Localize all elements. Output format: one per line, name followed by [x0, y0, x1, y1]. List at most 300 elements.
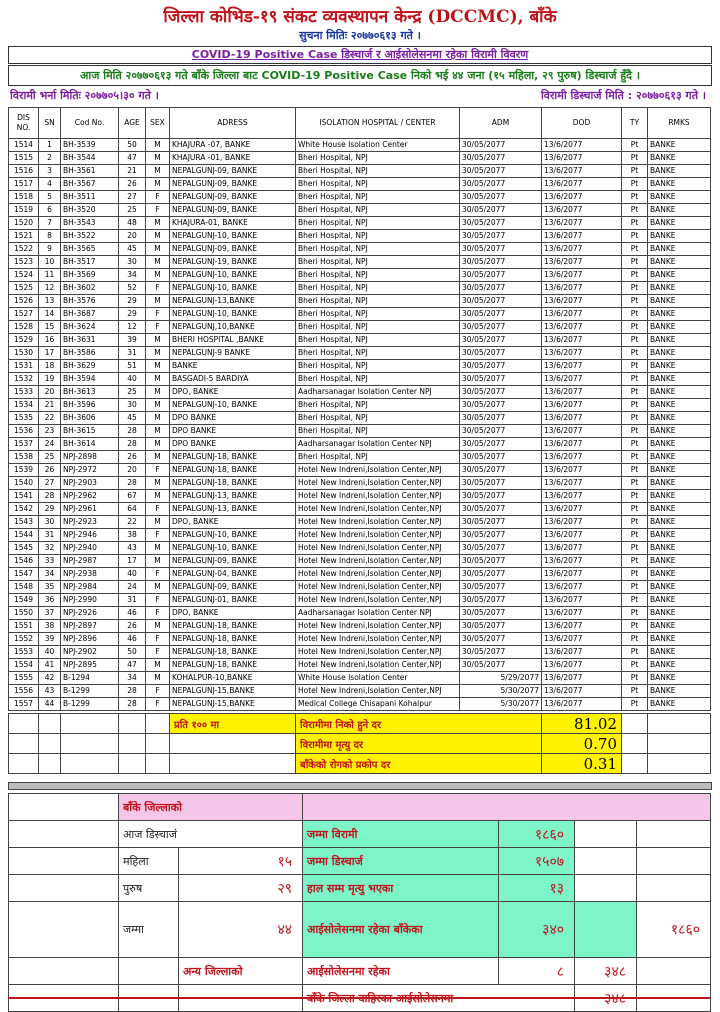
table-cell: 13/6/2077: [542, 282, 622, 295]
table-cell: 13/6/2077: [542, 607, 622, 620]
table-row: [9, 425, 711, 438]
table-cell: Pt: [622, 373, 648, 386]
table-cell: 9: [39, 243, 61, 256]
table-cell: 47: [119, 152, 146, 165]
table-cell: BANKE: [648, 334, 711, 347]
table-cell: BANKE: [648, 542, 711, 555]
recovery-rate-label: विरामीमा निको हुने दर: [296, 714, 542, 734]
discharge-summary-banner: आज मिति २०७७०६१३ गते बाँके जिल्ला बाट COVID-19 Positive Case निको भई ४४ जना (१५ महिला, २९ पुरुष) डिस्चार्ज हुँदै ।: [8, 65, 712, 86]
table-cell: 30/05/2077: [460, 191, 542, 204]
other-isolation-label: आईसोलेसनमा रहेका: [303, 958, 499, 985]
table-cell: M: [146, 490, 170, 503]
table-cell: 30/05/2077: [460, 243, 542, 256]
table-cell: BH-3687: [61, 308, 119, 321]
table-cell: 30/05/2077: [460, 490, 542, 503]
table-cell: M: [146, 620, 170, 633]
table-cell: NEPALGUNJ,10,BANKE: [170, 321, 296, 334]
table-cell: M: [146, 256, 170, 269]
table-cell: 1516: [9, 165, 39, 178]
table-cell: 21: [39, 399, 61, 412]
table-cell: NEPALGUNJ-10, BANKE: [170, 230, 296, 243]
table-cell: NEPALGUNJ-09, BANKE: [170, 581, 296, 594]
table-cell: 13/6/2077: [542, 334, 622, 347]
table-cell: 13/6/2077: [542, 659, 622, 672]
table-cell: 34: [39, 568, 61, 581]
table-cell: F: [146, 308, 170, 321]
table-cell: 1540: [9, 477, 39, 490]
table-cell: KOHALPUR-10,BANKE: [170, 672, 296, 685]
today-discharge-label: आज डिस्चाजं: [119, 821, 303, 848]
table-cell: 30/05/2077: [460, 256, 542, 269]
table-cell: 30: [39, 516, 61, 529]
table-cell: Pt: [622, 347, 648, 360]
table-cell: BANKE: [648, 373, 711, 386]
table-cell: 25: [39, 451, 61, 464]
table-cell: 30/05/2077: [460, 607, 542, 620]
table-cell: 1: [39, 139, 61, 152]
table-cell: 13/6/2077: [542, 581, 622, 594]
table-cell: 30/05/2077: [460, 451, 542, 464]
table-cell: NPJ-2895: [61, 659, 119, 672]
table-cell: BASGADI-5 BARDIYA: [170, 373, 296, 386]
table-cell: 1547: [9, 568, 39, 581]
table-cell: 21: [119, 165, 146, 178]
table-cell: 30/05/2077: [460, 373, 542, 386]
table-cell: F: [146, 698, 170, 711]
table-cell: Pt: [622, 139, 648, 152]
table-cell: Pt: [622, 256, 648, 269]
table-cell: NEPALGUNJ-13, BANKE: [170, 490, 296, 503]
table-cell: 1527: [9, 308, 39, 321]
table-cell: 38: [119, 529, 146, 542]
table-cell: NEPALGUNJ-9 BANKE: [170, 347, 296, 360]
table-cell: 13/6/2077: [542, 386, 622, 399]
table-row: [9, 490, 711, 503]
table-cell: M: [146, 425, 170, 438]
table-cell: NEPALGUNJ-15,BANKE: [170, 685, 296, 698]
table-cell: 13/6/2077: [542, 620, 622, 633]
table-cell: 13/6/2077: [542, 698, 622, 711]
table-cell: 30/05/2077: [460, 282, 542, 295]
table-cell: 30/05/2077: [460, 165, 542, 178]
table-cell: 13/6/2077: [542, 308, 622, 321]
total-patients-label: जम्मा विरामी: [303, 821, 499, 848]
table-cell: NPJ-2897: [61, 620, 119, 633]
table-row: [9, 295, 711, 308]
table-cell: NEPALGUNJ-13, BANKE: [170, 503, 296, 516]
table-cell: 13/6/2077: [542, 178, 622, 191]
table-cell: NEPALGUNJ-01, BANKE: [170, 594, 296, 607]
table-cell: 1544: [9, 529, 39, 542]
table-cell: NEPALGUNJ-19, BANKE: [170, 256, 296, 269]
table-cell: NEPALGUNJ-13,BANKE: [170, 295, 296, 308]
column-header: DIS NO.: [9, 108, 39, 139]
table-cell: 13/6/2077: [542, 503, 622, 516]
table-cell: Pt: [622, 230, 648, 243]
table-cell: Pt: [622, 269, 648, 282]
table-cell: 11: [39, 269, 61, 282]
table-cell: BANKE: [648, 295, 711, 308]
table-cell: NPJ-2940: [61, 542, 119, 555]
total-discharge-label: जम्मा डिस्चार्ज: [303, 848, 499, 875]
table-row: [9, 659, 711, 672]
table-cell: 29: [119, 308, 146, 321]
table-cell: 30/05/2077: [460, 334, 542, 347]
table-cell: DPO BANKE: [170, 438, 296, 451]
table-cell: BH-3522: [61, 230, 119, 243]
table-cell: BANKE: [648, 672, 711, 685]
table-cell: 26: [119, 178, 146, 191]
table-cell: 1524: [9, 269, 39, 282]
table-cell: B-1299: [61, 698, 119, 711]
table-cell: 13/6/2077: [542, 269, 622, 282]
table-cell: 13/6/2077: [542, 321, 622, 334]
table-cell: 30/05/2077: [460, 594, 542, 607]
table-row: [9, 360, 711, 373]
table-cell: BH-3613: [61, 386, 119, 399]
column-header: RMKS: [648, 108, 711, 139]
table-cell: 28: [119, 698, 146, 711]
table-cell: M: [146, 399, 170, 412]
table-cell: BANKE: [648, 620, 711, 633]
table-cell: M: [146, 347, 170, 360]
table-cell: Bheri Hospital, NPJ: [296, 204, 460, 217]
male-label: पुरुष: [119, 875, 179, 902]
table-cell: NEPALGUNJ-04, BANKE: [170, 568, 296, 581]
female-label: महिला: [119, 848, 179, 875]
table-cell: 30/05/2077: [460, 399, 542, 412]
table-cell: NEPALGUNJ-10, BANKE: [170, 542, 296, 555]
table-cell: 1517: [9, 178, 39, 191]
table-row: [9, 399, 711, 412]
table-cell: BH-3614: [61, 438, 119, 451]
table-cell: Hotel New Indreni,Isolation Center,NPJ: [296, 503, 460, 516]
table-cell: BH-3629: [61, 360, 119, 373]
table-cell: 30/05/2077: [460, 217, 542, 230]
table-cell: Hotel New Indreni,Isolation Center,NPJ: [296, 490, 460, 503]
table-cell: BANKE: [648, 594, 711, 607]
table-cell: 1555: [9, 672, 39, 685]
death-rate-value: 0.70: [542, 734, 622, 754]
table-cell: Pt: [622, 568, 648, 581]
table-cell: Hotel New Indreni,Isolation Center,NPJ: [296, 529, 460, 542]
table-cell: 35: [39, 581, 61, 594]
table-cell: 22: [39, 412, 61, 425]
other-isolation-total: ३४८: [575, 958, 637, 985]
table-cell: M: [146, 334, 170, 347]
district-label: बाँके जिल्लाको: [119, 794, 303, 821]
table-cell: 4: [39, 178, 61, 191]
table-cell: 1553: [9, 646, 39, 659]
table-cell: 30/05/2077: [460, 477, 542, 490]
table-cell: DPO BANKE: [170, 425, 296, 438]
table-cell: 52: [119, 282, 146, 295]
report-heading: [8, 46, 712, 64]
table-cell: 3: [39, 165, 61, 178]
per-hundred-label: प्रति १०० मा: [170, 714, 296, 734]
table-cell: BH-3594: [61, 373, 119, 386]
table-cell: F: [146, 685, 170, 698]
table-cell: 1548: [9, 581, 39, 594]
table-cell: BH-3539: [61, 139, 119, 152]
table-cell: Pt: [622, 672, 648, 685]
table-cell: Pt: [622, 633, 648, 646]
table-cell: 30/05/2077: [460, 295, 542, 308]
table-cell: 1522: [9, 243, 39, 256]
table-cell: F: [146, 529, 170, 542]
table-cell: 5/30/2077: [460, 698, 542, 711]
table-cell: 40: [119, 568, 146, 581]
table-cell: NPJ-2962: [61, 490, 119, 503]
table-cell: Bheri Hospital, NPJ: [296, 165, 460, 178]
table-cell: NPJ-2898: [61, 451, 119, 464]
table-cell: 1536: [9, 425, 39, 438]
table-cell: BH-3520: [61, 204, 119, 217]
deaths-value: १३: [499, 875, 575, 902]
table-row: [9, 620, 711, 633]
table-cell: NEPALGUNJ-10, BANKE: [170, 269, 296, 282]
column-header: SN: [39, 108, 61, 139]
table-cell: 8: [39, 230, 61, 243]
table-row: [9, 347, 711, 360]
table-cell: 5/30/2077: [460, 685, 542, 698]
table-cell: 51: [119, 360, 146, 373]
table-cell: 1526: [9, 295, 39, 308]
table-cell: BANKE: [648, 490, 711, 503]
table-cell: F: [146, 321, 170, 334]
table-cell: BANKE: [648, 451, 711, 464]
rate-row-prevalence: [9, 754, 711, 774]
table-cell: 5: [39, 191, 61, 204]
table-cell: 1528: [9, 321, 39, 334]
table-cell: Bheri Hospital, NPJ: [296, 282, 460, 295]
table-cell: BH-3511: [61, 191, 119, 204]
table-cell: Pt: [622, 217, 648, 230]
table-cell: Pt: [622, 477, 648, 490]
table-cell: Pt: [622, 555, 648, 568]
table-cell: 30/05/2077: [460, 412, 542, 425]
table-cell: M: [146, 360, 170, 373]
table-cell: 1556: [9, 685, 39, 698]
table-cell: 13/6/2077: [542, 191, 622, 204]
table-cell: Pt: [622, 659, 648, 672]
total-label: जम्मा: [119, 902, 179, 958]
table-cell: 36: [39, 594, 61, 607]
table-cell: 28: [119, 438, 146, 451]
table-row: [9, 568, 711, 581]
table-cell: BANKE: [648, 516, 711, 529]
table-cell: NEPALGUNJ-09, BANKE: [170, 191, 296, 204]
table-cell: NPJ-2990: [61, 594, 119, 607]
table-cell: 2: [39, 152, 61, 165]
table-cell: 13/6/2077: [542, 438, 622, 451]
table-cell: 13/6/2077: [542, 139, 622, 152]
table-cell: Bheri Hospital, NPJ: [296, 425, 460, 438]
total-value: ४४: [179, 902, 303, 958]
table-cell: 30/05/2077: [460, 386, 542, 399]
table-cell: BANKE: [648, 321, 711, 334]
table-cell: 1520: [9, 217, 39, 230]
column-header: ISOLATION HOSPITAL / CENTER: [296, 108, 460, 139]
table-cell: 32: [39, 542, 61, 555]
table-cell: M: [146, 217, 170, 230]
table-cell: 22: [119, 516, 146, 529]
table-cell: Hotel New Indreni,Isolation Center,NPJ: [296, 633, 460, 646]
table-cell: NEPALGUNJ-10, BANKE: [170, 308, 296, 321]
table-cell: BANKE: [648, 529, 711, 542]
table-cell: 13/6/2077: [542, 490, 622, 503]
table-cell: 67: [119, 490, 146, 503]
table-cell: 20: [119, 230, 146, 243]
table-cell: 27: [119, 191, 146, 204]
deaths-label: हाल सम्म मृत्यु भएका: [303, 875, 499, 902]
table-cell: NPJ-2896: [61, 633, 119, 646]
table-row: [9, 503, 711, 516]
table-cell: Pt: [622, 399, 648, 412]
table-cell: 30/05/2077: [460, 633, 542, 646]
table-cell: BANKE: [648, 308, 711, 321]
table-cell: 31: [39, 529, 61, 542]
table-cell: F: [146, 464, 170, 477]
table-cell: NEPALGUNJ-18, BANKE: [170, 477, 296, 490]
table-cell: 38: [39, 620, 61, 633]
female-value: १५: [179, 848, 303, 875]
banke-isolation-value: ३४०: [499, 902, 575, 958]
table-cell: B-1299: [61, 685, 119, 698]
table-cell: Bheri Hospital, NPJ: [296, 308, 460, 321]
table-cell: M: [146, 386, 170, 399]
table-cell: BANKE: [648, 139, 711, 152]
table-cell: Pt: [622, 204, 648, 217]
table-cell: Hotel New Indreni,Isolation Center,NPJ: [296, 516, 460, 529]
table-cell: Bheri Hospital, NPJ: [296, 347, 460, 360]
table-cell: BANKE: [648, 412, 711, 425]
table-cell: 5/29/2077: [460, 672, 542, 685]
table-row: [9, 633, 711, 646]
table-cell: 13/6/2077: [542, 568, 622, 581]
table-cell: 13/6/2077: [542, 412, 622, 425]
table-cell: BANKE: [648, 347, 711, 360]
table-cell: BANKE: [648, 269, 711, 282]
table-cell: NEPALGUNJ-10, BANKE: [170, 529, 296, 542]
table-cell: 30/05/2077: [460, 581, 542, 594]
table-cell: 30/05/2077: [460, 269, 542, 282]
table-cell: BH-3606: [61, 412, 119, 425]
table-cell: F: [146, 282, 170, 295]
table-cell: BANKE: [648, 178, 711, 191]
table-cell: 37: [39, 607, 61, 620]
table-row: [9, 646, 711, 659]
table-cell: 50: [119, 646, 146, 659]
table-row: [9, 607, 711, 620]
table-cell: White House Isolation Center: [296, 672, 460, 685]
table-cell: 13/6/2077: [542, 425, 622, 438]
table-cell: 13/6/2077: [542, 464, 622, 477]
table-cell: 1521: [9, 230, 39, 243]
table-cell: 13/6/2077: [542, 529, 622, 542]
table-cell: 20: [119, 464, 146, 477]
table-cell: 26: [119, 620, 146, 633]
table-cell: BH-3586: [61, 347, 119, 360]
table-cell: BH-3624: [61, 321, 119, 334]
table-cell: BANKE: [648, 438, 711, 451]
table-cell: M: [146, 542, 170, 555]
table-cell: 13/6/2077: [542, 256, 622, 269]
table-cell: NPJ-2902: [61, 646, 119, 659]
table-cell: 13/6/2077: [542, 295, 622, 308]
table-cell: 30/05/2077: [460, 360, 542, 373]
table-row: [9, 516, 711, 529]
table-cell: M: [146, 269, 170, 282]
total-discharge-value: १५०७: [499, 848, 575, 875]
table-cell: 40: [119, 373, 146, 386]
table-cell: 33: [39, 555, 61, 568]
table-cell: 13/6/2077: [542, 347, 622, 360]
table-cell: 47: [119, 659, 146, 672]
page-title: जिल्ला कोभिड-१९ संकट व्यवस्थापन केन्द्र (DCCMC), बाँके: [163, 7, 557, 27]
column-header: AGE: [119, 108, 146, 139]
table-cell: 29: [119, 295, 146, 308]
table-cell: NPJ-2984: [61, 581, 119, 594]
table-cell: 1537: [9, 438, 39, 451]
table-cell: B-1294: [61, 672, 119, 685]
table-cell: Pt: [622, 334, 648, 347]
table-cell: 18: [39, 360, 61, 373]
table-cell: Pt: [622, 581, 648, 594]
table-cell: 13/6/2077: [542, 152, 622, 165]
table-cell: 30/05/2077: [460, 139, 542, 152]
table-cell: Pt: [622, 503, 648, 516]
table-row: [9, 334, 711, 347]
table-row: [9, 685, 711, 698]
table-cell: NEPALGUNJ-10, BANKE: [170, 399, 296, 412]
table-cell: 20: [39, 386, 61, 399]
table-cell: Pt: [622, 321, 648, 334]
table-row: [9, 256, 711, 269]
table-row: [9, 217, 711, 230]
banke-isolation-label: आईसोलेसनमा रहेका बाँकेका: [303, 902, 499, 958]
table-cell: 31: [119, 594, 146, 607]
table-cell: Hotel New Indreni,Isolation Center,NPJ: [296, 581, 460, 594]
table-cell: Pt: [622, 152, 648, 165]
table-cell: Bheri Hospital, NPJ: [296, 373, 460, 386]
table-cell: BANKE: [648, 152, 711, 165]
table-cell: BANKE: [648, 477, 711, 490]
table-cell: 46: [119, 633, 146, 646]
table-row: [9, 373, 711, 386]
table-cell: Pt: [622, 529, 648, 542]
table-cell: Bheri Hospital, NPJ: [296, 178, 460, 191]
table-cell: 30/05/2077: [460, 659, 542, 672]
table-cell: 45: [119, 412, 146, 425]
table-cell: 1542: [9, 503, 39, 516]
table-cell: 19: [39, 373, 61, 386]
prevalence-rate-label: बाँकेको रोगको प्रकोप दर: [296, 754, 542, 774]
table-cell: 1519: [9, 204, 39, 217]
table-cell: 40: [39, 646, 61, 659]
table-cell: M: [146, 152, 170, 165]
table-cell: M: [146, 412, 170, 425]
rate-row-recovery: [9, 714, 711, 734]
column-header: ADRESS: [170, 108, 296, 139]
report-heading-text: COVID-19 Positive Case डिस्चार्ज र आईसोलेसनमा रहेका विरामी विवरण: [191, 48, 529, 61]
table-row: [9, 451, 711, 464]
table-row: [9, 308, 711, 321]
table-cell: Hotel New Indreni,Isolation Center,NPJ: [296, 594, 460, 607]
table-cell: 13/6/2077: [542, 542, 622, 555]
table-cell: NPJ-2987: [61, 555, 119, 568]
table-cell: 1515: [9, 152, 39, 165]
